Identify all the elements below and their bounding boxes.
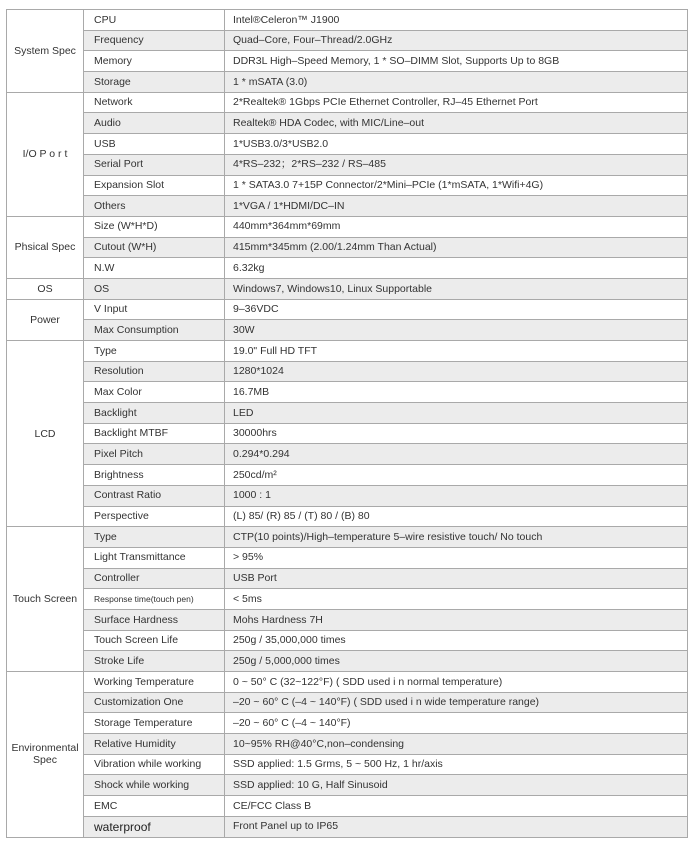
spec-row xyxy=(7,30,688,51)
section-category: Environmental Spec xyxy=(7,672,84,838)
spec-value: 1000 : 1 xyxy=(225,485,688,506)
spec-row xyxy=(7,216,688,237)
spec-row xyxy=(7,589,688,610)
section-category: OS xyxy=(7,278,84,299)
spec-label: Max Color xyxy=(84,382,225,403)
spec-label: Max Consumption xyxy=(84,320,225,341)
spec-label: Cutout (W*H) xyxy=(84,237,225,258)
spec-value: Realtek® HDA Codec, with MIC/Line–out xyxy=(225,113,688,134)
spec-value: LED xyxy=(225,403,688,424)
spec-row xyxy=(7,734,688,755)
spec-value: 30000hrs xyxy=(225,423,688,444)
spec-row xyxy=(7,485,688,506)
spec-label: Relative Humidity xyxy=(84,734,225,755)
spec-value: 30W xyxy=(225,320,688,341)
spec-value: CE/FCC Class B xyxy=(225,796,688,817)
spec-label: Size (W*H*D) xyxy=(84,216,225,237)
spec-label: Frequency xyxy=(84,30,225,51)
spec-label: Serial Port xyxy=(84,154,225,175)
spec-value: Intel®Celeron™ J1900 xyxy=(225,10,688,31)
spec-row xyxy=(7,113,688,134)
spec-row xyxy=(7,796,688,817)
spec-row xyxy=(7,651,688,672)
spec-value: SSD applied: 1.5 Grms, 5 ~ 500 Hz, 1 hr/axis xyxy=(225,754,688,775)
spec-value: 2*Realtek® 1Gbps PCIe Ethernet Controller, RJ–45 Ethernet Port xyxy=(225,92,688,113)
spec-label: waterproof xyxy=(84,816,225,837)
spec-value: 19.0" Full HD TFT xyxy=(225,341,688,362)
spec-row xyxy=(7,382,688,403)
spec-label: Working Temperature xyxy=(84,672,225,693)
spec-label: Type xyxy=(84,341,225,362)
spec-value: –20 ~ 60° C (–4 ~ 140°F) xyxy=(225,713,688,734)
spec-row xyxy=(7,775,688,796)
spec-label: Shock while working xyxy=(84,775,225,796)
spec-label: Brightness xyxy=(84,465,225,486)
spec-value: Front Panel up to IP65 xyxy=(225,816,688,837)
spec-label: N.W xyxy=(84,258,225,279)
spec-row xyxy=(7,175,688,196)
spec-row xyxy=(7,465,688,486)
spec-row xyxy=(7,609,688,630)
spec-label: EMC xyxy=(84,796,225,817)
spec-value: 0.294*0.294 xyxy=(225,444,688,465)
spec-label: Audio xyxy=(84,113,225,134)
spec-row xyxy=(7,630,688,651)
spec-label: Storage xyxy=(84,72,225,93)
spec-row xyxy=(7,299,688,320)
spec-label: Customization One xyxy=(84,692,225,713)
spec-row xyxy=(7,672,688,693)
spec-value: 250g / 35,000,000 times xyxy=(225,630,688,651)
spec-row xyxy=(7,258,688,279)
spec-row xyxy=(7,92,688,113)
spec-value: 1*VGA / 1*HDMI/DC–IN xyxy=(225,196,688,217)
spec-row xyxy=(7,568,688,589)
spec-label: Backlight xyxy=(84,403,225,424)
section-category: Power xyxy=(7,299,84,340)
spec-value: 1280*1024 xyxy=(225,361,688,382)
spec-row xyxy=(7,341,688,362)
spec-row xyxy=(7,403,688,424)
spec-label: Memory xyxy=(84,51,225,72)
spec-label: Storage Temperature xyxy=(84,713,225,734)
section-category: System Spec xyxy=(7,10,84,93)
spec-label: OS xyxy=(84,278,225,299)
spec-label: USB xyxy=(84,134,225,155)
spec-label: V Input xyxy=(84,299,225,320)
spec-value: 1*USB3.0/3*USB2.0 xyxy=(225,134,688,155)
spec-label: CPU xyxy=(84,10,225,31)
spec-value: 0 ~ 50° C (32~122°F) ( SDD used i n normal temperature) xyxy=(225,672,688,693)
spec-value: USB Port xyxy=(225,568,688,589)
section-category: LCD xyxy=(7,341,84,527)
spec-label: Light Transmittance xyxy=(84,547,225,568)
spec-row xyxy=(7,72,688,93)
spec-label: Others xyxy=(84,196,225,217)
spec-label: Controller xyxy=(84,568,225,589)
spec-row xyxy=(7,754,688,775)
spec-label: Type xyxy=(84,527,225,548)
spec-value: 250g / 5,000,000 times xyxy=(225,651,688,672)
spec-value: 1 * mSATA (3.0) xyxy=(225,72,688,93)
spec-value: 250cd/m² xyxy=(225,465,688,486)
spec-row xyxy=(7,134,688,155)
spec-row xyxy=(7,692,688,713)
spec-row xyxy=(7,320,688,341)
spec-label: Network xyxy=(84,92,225,113)
spec-row xyxy=(7,527,688,548)
spec-row xyxy=(7,51,688,72)
spec-value: Quad–Core, Four–Thread/2.0GHz xyxy=(225,30,688,51)
spec-label: Stroke Life xyxy=(84,651,225,672)
spec-row xyxy=(7,816,688,837)
section-category: I/O P o r t xyxy=(7,92,84,216)
spec-value: 415mm*345mm (2.00/1.24mm Than Actual) xyxy=(225,237,688,258)
section-category: Phsical Spec xyxy=(7,216,84,278)
spec-label: Expansion Slot xyxy=(84,175,225,196)
spec-value: DDR3L High–Speed Memory, 1 * SO–DIMM Slot, Supports Up to 8GB xyxy=(225,51,688,72)
spec-row xyxy=(7,423,688,444)
spec-value: < 5ms xyxy=(225,589,688,610)
spec-value: SSD applied: 10 G, Half Sinusoid xyxy=(225,775,688,796)
spec-label: Response time(touch pen) xyxy=(84,589,225,610)
spec-row xyxy=(7,196,688,217)
spec-value: –20 ~ 60° C (–4 ~ 140°F) ( SDD used i n wide temperature range) xyxy=(225,692,688,713)
spec-value: (L) 85/ (R) 85 / (T) 80 / (B) 80 xyxy=(225,506,688,527)
spec-row xyxy=(7,278,688,299)
spec-value: 6.32kg xyxy=(225,258,688,279)
spec-value: 1 * SATA3.0 7+15P Connector/2*Mini–PCIe (1*mSATA, 1*Wifi+4G) xyxy=(225,175,688,196)
spec-label: Perspective xyxy=(84,506,225,527)
spec-label: Contrast Ratio xyxy=(84,485,225,506)
spec-label: Backlight MTBF xyxy=(84,423,225,444)
section-category: Touch Screen xyxy=(7,527,84,672)
spec-row xyxy=(7,237,688,258)
spec-value: > 95% xyxy=(225,547,688,568)
spec-row xyxy=(7,361,688,382)
spec-value: Mohs Hardness 7H xyxy=(225,609,688,630)
spec-value: 440mm*364mm*69mm xyxy=(225,216,688,237)
spec-label: Resolution xyxy=(84,361,225,382)
spec-value: Windows7, Windows10, Linux Supportable xyxy=(225,278,688,299)
spec-row xyxy=(7,154,688,175)
spec-table-body xyxy=(7,10,688,838)
spec-value: 4*RS–232；2*RS–232 / RS–485 xyxy=(225,154,688,175)
spec-label: Vibration while working xyxy=(84,754,225,775)
spec-row xyxy=(7,10,688,31)
spec-row xyxy=(7,547,688,568)
spec-value: CTP(10 points)/High–temperature 5–wire resistive touch/ No touch xyxy=(225,527,688,548)
spec-row xyxy=(7,506,688,527)
spec-value: 9–36VDC xyxy=(225,299,688,320)
spec-label: Touch Screen Life xyxy=(84,630,225,651)
spec-value: 10~95% RH@40°C,non–condensing xyxy=(225,734,688,755)
spec-label: Surface Hardness xyxy=(84,609,225,630)
spec-table xyxy=(6,9,688,838)
spec-row xyxy=(7,713,688,734)
spec-label: Pixel Pitch xyxy=(84,444,225,465)
spec-row xyxy=(7,444,688,465)
spec-value: 16.7MB xyxy=(225,382,688,403)
